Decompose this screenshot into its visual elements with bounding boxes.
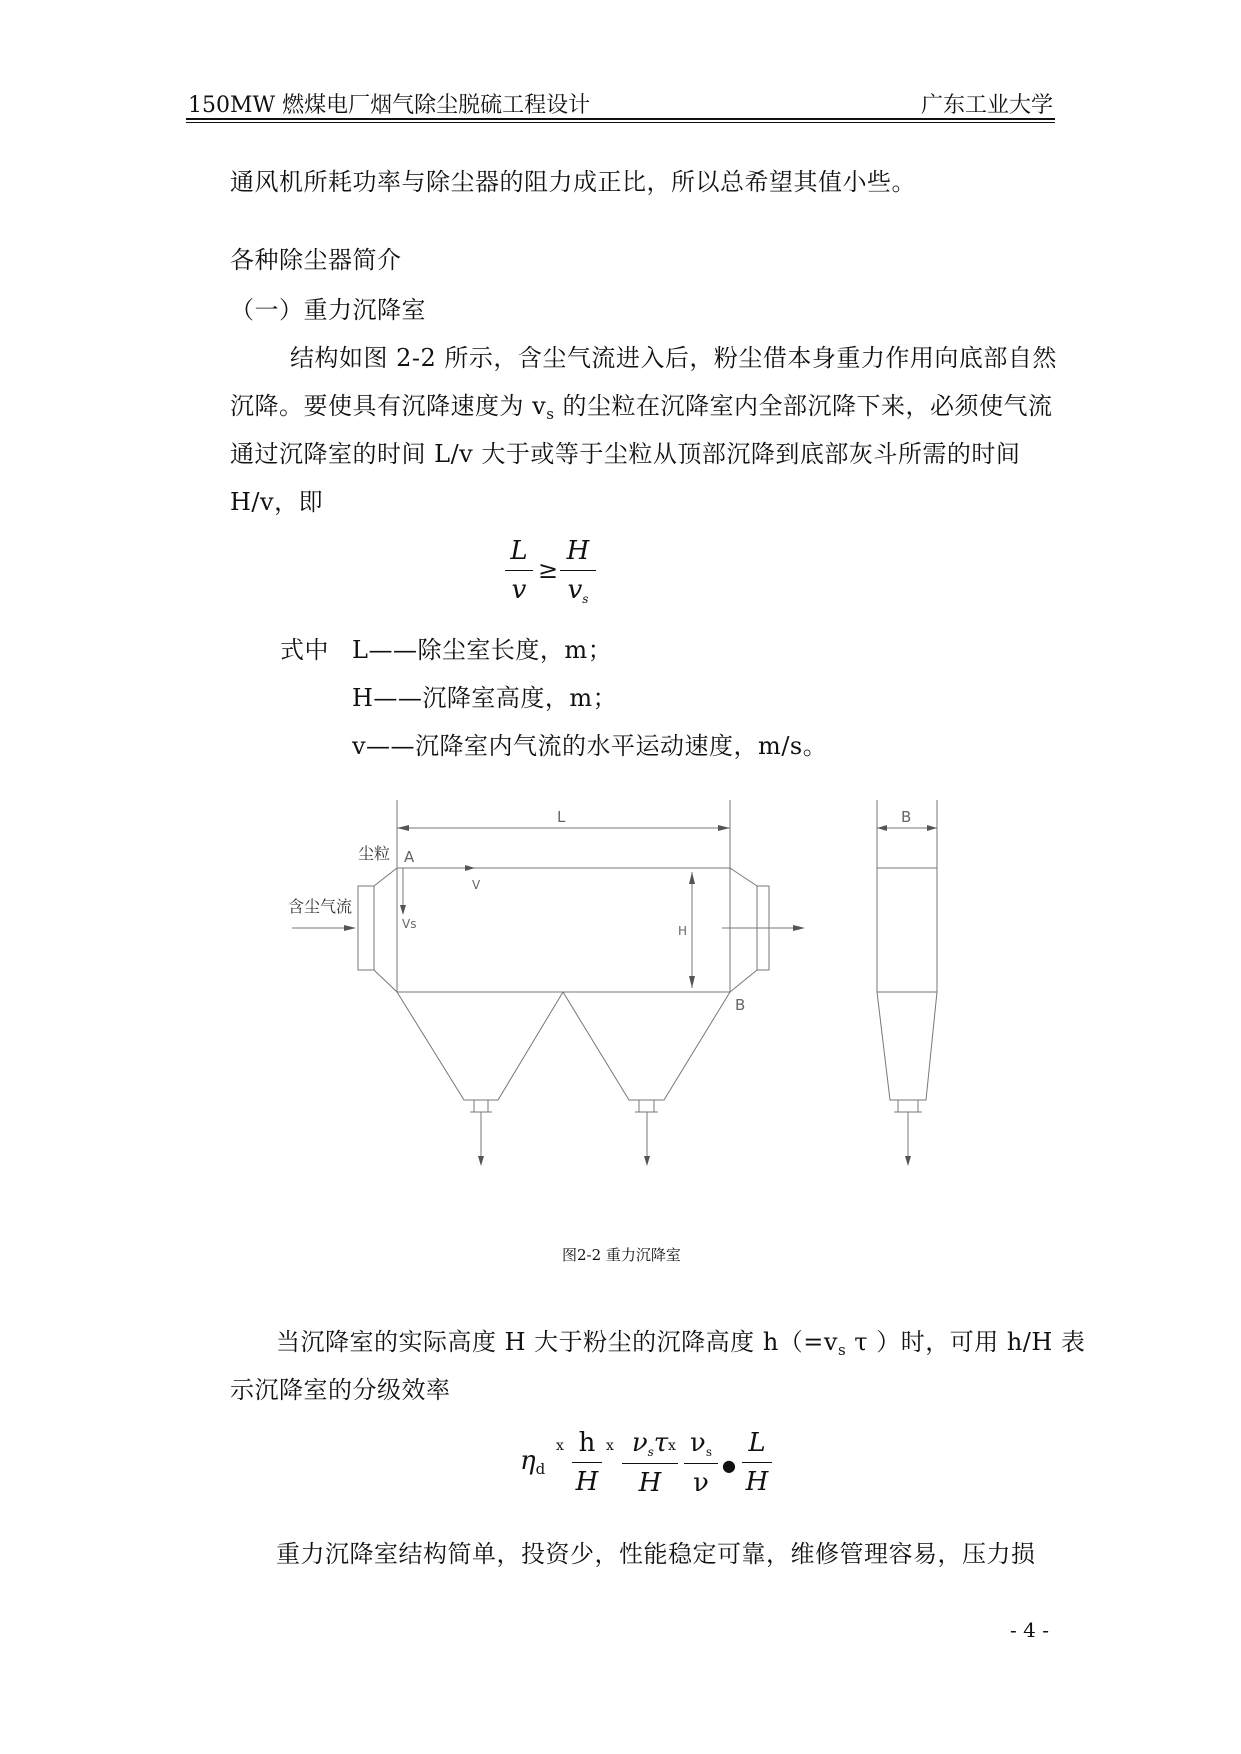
header-institution: 广东工业大学: [920, 93, 1053, 118]
fraction-bar: [742, 1462, 772, 1463]
label-v: V: [472, 878, 481, 892]
denominator: H: [575, 1467, 599, 1497]
body-line: [276, 1322, 1085, 1359]
tau: τ: [653, 1428, 669, 1458]
body-text: 的尘粒在沉降室内全部沉降下来，必须使气流: [554, 392, 1053, 420]
body-line: 结构如图 2-2 所示，含尘气流进入后，粉尘借本身重力作用向底部自然: [290, 344, 1057, 372]
definition-H: H——沉降室高度，m；: [352, 684, 618, 712]
label-inflow: 含尘气流: [288, 897, 353, 916]
hopper-left: [397, 992, 563, 1100]
denominator: v: [511, 575, 527, 605]
hopper-right: [563, 992, 730, 1100]
relation-glyph: ⅹ: [606, 1438, 614, 1454]
subscript: s: [546, 405, 555, 423]
fraction-bar: [572, 1462, 602, 1463]
label-A: A: [404, 848, 415, 866]
arrowhead: [689, 872, 695, 884]
fraction-vs-over-v: [684, 1428, 718, 1498]
section-heading: 各种除尘器简介: [230, 246, 402, 274]
label-vs: Vs: [402, 917, 417, 931]
definition-v: v——沉降室内气流的水平运动速度，m/s。: [352, 732, 828, 760]
body-line: H/v，即: [230, 488, 324, 516]
numerator: [684, 1428, 718, 1459]
label-B-top: B: [901, 808, 912, 826]
outlet-transition: [730, 868, 757, 992]
nu: ν: [631, 1428, 648, 1458]
page-number: - 4 -: [1010, 1618, 1049, 1642]
body-text: τ ）时，可用 h/H 表: [846, 1328, 1086, 1356]
figure-caption: 图2-2 重力沉降室: [562, 1246, 681, 1264]
subsection-heading: （一）重力沉降室: [230, 296, 426, 324]
body-line: 示沉降室的分级效率: [230, 1376, 451, 1404]
inlet-flange: [358, 886, 374, 970]
definition-L: L——除尘室长度，m；: [352, 636, 613, 664]
inlet-transition: [374, 868, 397, 992]
body-line: 重力沉降室结构简单，投资少，性能稳定可靠，维修管理容易，压力损: [276, 1540, 1036, 1568]
side-view-hopper: [877, 992, 937, 1100]
den-v: v: [567, 575, 583, 605]
nu: ν: [690, 1428, 706, 1458]
fraction-h-over-H: [572, 1428, 602, 1497]
fraction-L-over-H: [742, 1428, 772, 1497]
paragraph-intro-tail: 通风机所耗功率与除尘器的阻力成正比，所以总希望其值小些。: [230, 168, 916, 196]
subscript: s: [647, 1445, 654, 1459]
numerator: L: [748, 1428, 766, 1458]
arrowhead: [927, 825, 937, 831]
fraction-bar: [684, 1463, 718, 1464]
subscript: s: [837, 1341, 847, 1359]
arrowhead: [793, 925, 805, 931]
numerator: H: [566, 536, 590, 566]
label-B-corner: B: [735, 996, 746, 1014]
header-title: 150MW 燃煤电厂烟气除尘脱硫工程设计: [188, 93, 591, 118]
arrowhead: [877, 825, 887, 831]
eta-symbol: η: [520, 1446, 536, 1476]
fraction-bar: [622, 1463, 678, 1464]
subscript: d: [535, 1460, 546, 1478]
arrowhead: [344, 925, 356, 931]
eta: [520, 1446, 545, 1478]
relation-glyph: ⅹ: [556, 1438, 564, 1454]
numerator: h: [578, 1428, 596, 1458]
arrowhead: [718, 825, 730, 831]
arrowhead: [905, 1156, 911, 1166]
denominator: H: [638, 1468, 662, 1498]
label-particle: 尘粒: [358, 844, 391, 863]
label-L: L: [557, 808, 566, 826]
relation-glyph: ⅹ: [668, 1438, 676, 1454]
denominator: H: [745, 1467, 769, 1497]
arrowhead: [478, 1156, 484, 1166]
body-text: 当沉降室的实际高度 H 大于粉尘的沉降高度 h（=v: [276, 1328, 838, 1356]
arrowhead: [689, 976, 695, 988]
numerator: L: [510, 536, 528, 566]
arrowhead: [465, 865, 475, 871]
arrowhead: [397, 825, 409, 831]
subscript: s: [582, 592, 589, 606]
body-line: 通过沉降室的时间 L/v 大于或等于尘粒从顶部沉降到底部灰斗所需的时间: [230, 440, 1021, 468]
body-text: 沉降。要使具有沉降速度为 v: [230, 392, 547, 420]
label-H: H: [678, 924, 688, 938]
subscript: s: [705, 1445, 712, 1459]
operator-geq: ≥: [538, 556, 559, 584]
definitions-prefix: 式中: [280, 636, 329, 664]
multiply-dot: ●: [722, 1456, 736, 1475]
arrowhead: [400, 905, 406, 915]
denominator: ν: [693, 1468, 709, 1498]
arrowhead: [644, 1156, 650, 1166]
side-view-body: [877, 868, 937, 992]
